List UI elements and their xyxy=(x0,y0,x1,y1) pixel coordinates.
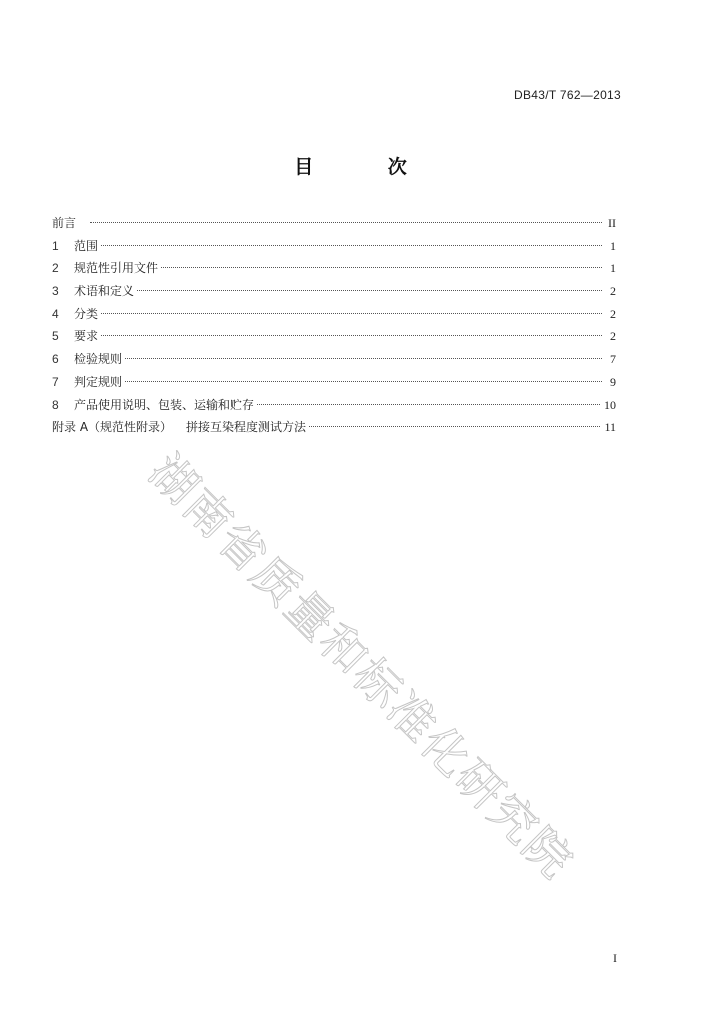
toc-entry-page: 7 xyxy=(610,352,616,367)
toc-entry-terms-definitions[interactable] xyxy=(52,280,616,303)
toc-entry-label: 要求 xyxy=(74,329,99,344)
toc-entry-number: 2 xyxy=(52,261,59,276)
toc-entry-page: 1 xyxy=(610,238,616,253)
toc-entry-page: 11 xyxy=(604,420,616,435)
toc-entry-page: 1 xyxy=(610,261,616,276)
toc-entry-page: 10 xyxy=(604,397,616,412)
toc-leader xyxy=(309,426,600,427)
toc-entry-classification[interactable] xyxy=(52,303,616,326)
toc-leader xyxy=(101,245,602,246)
toc-entry-page: 9 xyxy=(610,374,616,389)
toc-entry-label: 检验规则 xyxy=(74,352,123,367)
page-number: I xyxy=(613,951,617,965)
toc-leader xyxy=(137,290,602,291)
toc-entry-sublabel: 拼接互染程度测试方法 xyxy=(186,420,307,435)
toc-entry-judgment-rules[interactable] xyxy=(52,371,616,394)
toc-entry-page: 2 xyxy=(610,306,616,321)
toc-leader xyxy=(90,222,602,223)
toc-entry-page: II xyxy=(608,216,616,230)
toc-entry-page: 2 xyxy=(610,284,616,299)
toc-entry-annex-a[interactable] xyxy=(52,416,616,439)
toc-entry-scope[interactable] xyxy=(52,235,616,258)
toc-entry-number: 8 xyxy=(52,397,59,412)
toc-leader xyxy=(161,267,602,268)
toc-leader xyxy=(101,313,602,314)
toc-entry-number: 1 xyxy=(52,238,59,253)
toc-leader xyxy=(257,404,600,405)
toc-leader xyxy=(125,381,602,382)
toc-entry-requirements[interactable] xyxy=(52,325,616,348)
toc-entry-number: 7 xyxy=(52,374,59,389)
toc-entry-usage-packaging-transport-storage[interactable] xyxy=(52,394,616,417)
toc-entry-label: 附录 A（规范性附录） xyxy=(52,420,173,435)
toc-entry-page: 2 xyxy=(610,329,616,344)
toc-entry-number: 5 xyxy=(52,329,59,344)
toc-entry-number: 3 xyxy=(52,284,59,299)
toc-entry-label: 分类 xyxy=(74,306,99,321)
toc-entry-number: 4 xyxy=(52,306,59,321)
toc-entry-label: 判定规则 xyxy=(74,374,123,389)
toc-leader xyxy=(125,358,602,359)
toc-entry-label: 产品使用说明、包装、运输和贮存 xyxy=(74,397,255,412)
toc-entry-label: 术语和定义 xyxy=(74,284,135,299)
watermark: 湖南省质量和标准化研究院 xyxy=(138,444,585,890)
document-code: DB43/T 762—2013 xyxy=(513,88,621,102)
toc-entry-label: 范围 xyxy=(74,238,99,253)
table-of-contents xyxy=(52,212,616,439)
toc-entry-inspection-rules[interactable] xyxy=(52,348,616,371)
toc-entry-number: 6 xyxy=(52,352,59,367)
toc-entry-foreword[interactable] xyxy=(52,212,616,235)
page-title: 目 次 xyxy=(294,156,441,178)
toc-entry-label: 前言 xyxy=(52,216,77,230)
toc-entry-normative-references[interactable] xyxy=(52,257,616,280)
toc-entry-label: 规范性引用文件 xyxy=(74,261,159,276)
toc-leader xyxy=(101,335,602,336)
